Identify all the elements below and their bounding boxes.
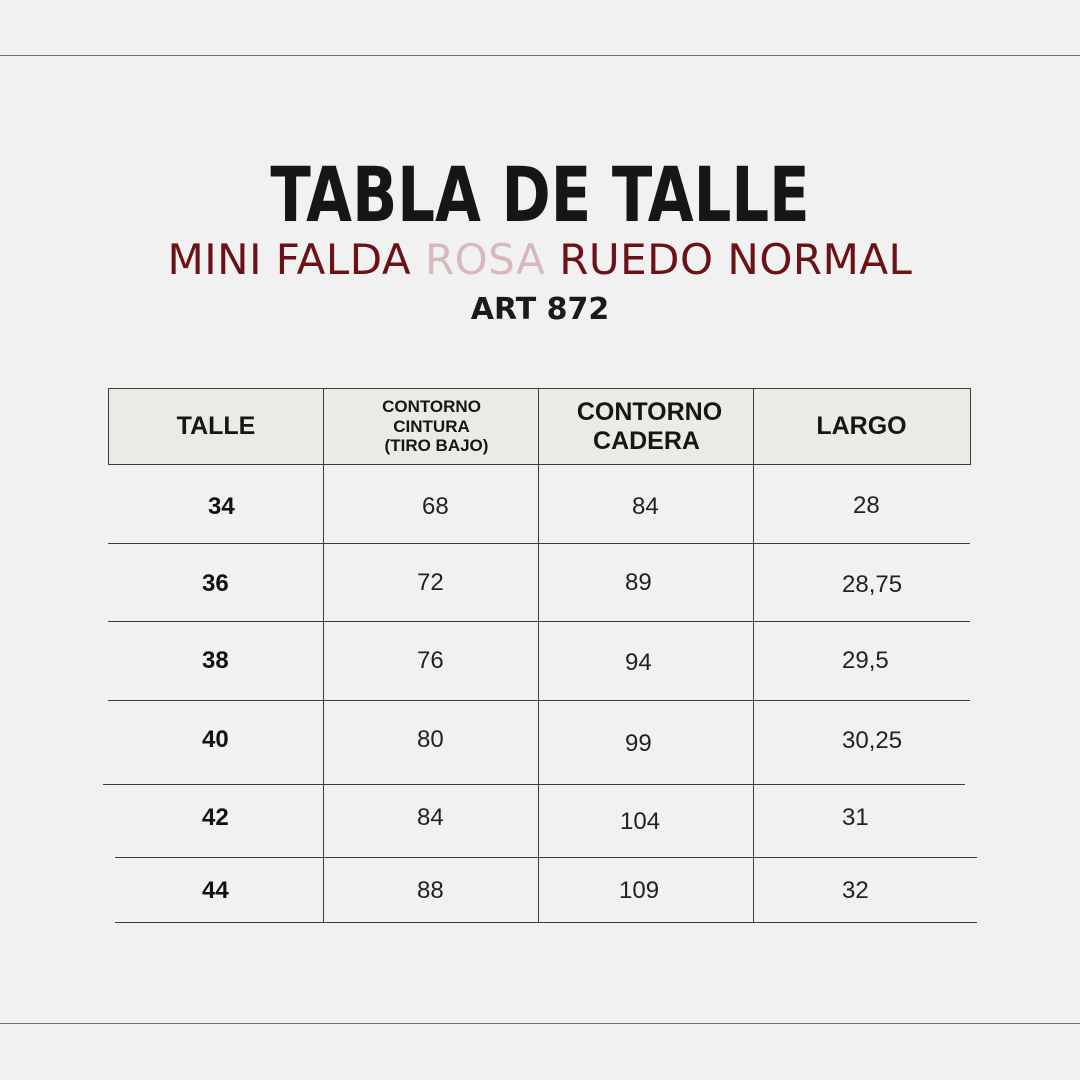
article-number: ART 872 (470, 292, 610, 327)
table-cell-cadera: 84 (632, 493, 659, 520)
subtitle-part-3: RUEDO NORMAL (545, 235, 913, 284)
column-divider (538, 388, 539, 922)
row-divider (108, 543, 970, 544)
table-cell-talle: 44 (202, 877, 229, 904)
table-cell-cintura: 72 (417, 569, 444, 596)
table-cell-cadera: 109 (619, 877, 660, 904)
column-divider (753, 388, 754, 922)
table-cell-talle: 36 (202, 570, 229, 597)
subtitle-part-2-pink: ROSA (424, 235, 546, 284)
row-divider (115, 857, 977, 858)
header-cadera-line2: CADERA (593, 426, 700, 455)
product-subtitle (0, 234, 1080, 286)
table-cell-cadera: 104 (620, 808, 661, 835)
table-cell-talle: 40 (202, 726, 229, 753)
table-cell-largo: 31 (842, 804, 869, 831)
row-divider (108, 700, 970, 701)
row-divider (108, 621, 970, 622)
header-cadera-line1: CONTORNO (576, 397, 723, 426)
header-cintura-line3: (TIRO BAJO) (384, 436, 489, 456)
header-contorno-cadera (539, 388, 754, 465)
table-cell-cintura: 76 (417, 647, 444, 674)
table-cell-cintura: 84 (417, 804, 444, 831)
table-cell-talle: 34 (208, 493, 235, 520)
header-talle: TALLE (176, 412, 256, 441)
column-divider (323, 388, 324, 922)
table-cell-cadera: 89 (625, 569, 652, 596)
table-cell-largo: 28,75 (842, 571, 903, 598)
table-cell-cintura: 80 (417, 726, 444, 753)
bottom-divider (0, 1023, 1080, 1024)
table-cell-largo: 30,25 (842, 727, 903, 754)
row-divider (115, 922, 977, 923)
header-cintura-line1: CONTORNO (382, 397, 481, 417)
table-cell-talle: 42 (202, 804, 229, 831)
page-title: TABLA DE TALLE (270, 150, 810, 239)
table-cell-largo: 28 (853, 492, 880, 519)
table-cell-largo: 29,5 (842, 647, 889, 674)
table-cell-talle: 38 (202, 647, 229, 674)
row-divider (103, 784, 965, 785)
header-cintura-line2: CINTURA (393, 416, 470, 436)
header-contorno-cintura (324, 388, 539, 465)
subtitle-part-1: MINI FALDA (167, 235, 425, 284)
table-cell-cadera: 99 (625, 730, 652, 757)
table-cell-cintura: 68 (422, 493, 449, 520)
table-cell-cadera: 94 (625, 649, 652, 676)
header-largo: LARGO (816, 412, 907, 441)
table-cell-cintura: 88 (417, 877, 444, 904)
top-divider (0, 55, 1080, 56)
table-cell-largo: 32 (842, 877, 869, 904)
